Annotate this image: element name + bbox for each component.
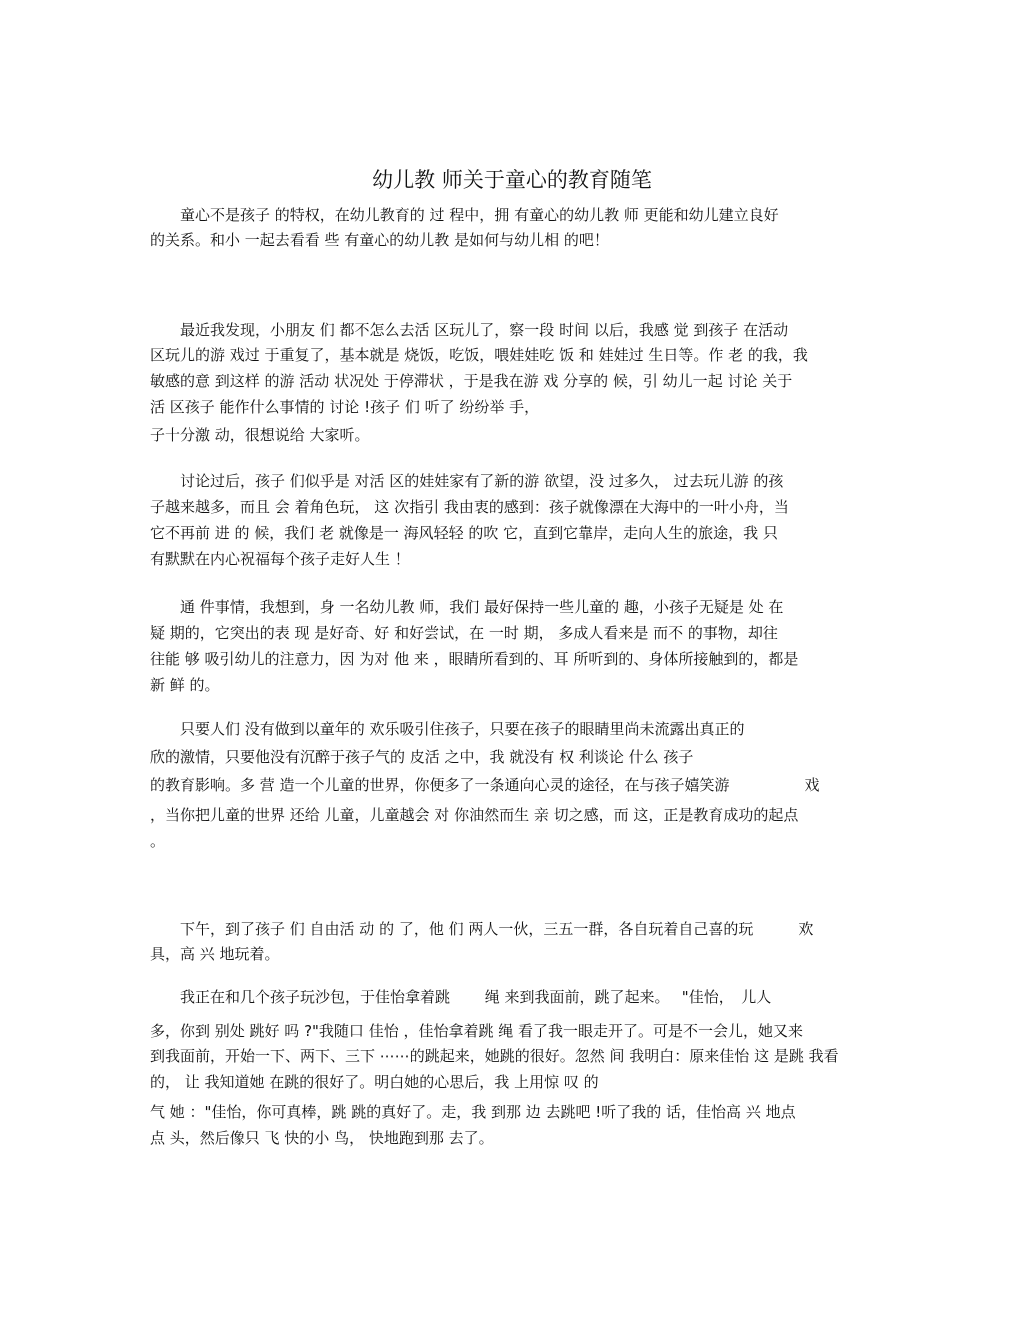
paragraph-7-line-4: 的， 让 我知道她 在跳的很好了。明白她的心思后，我 上用惊 叹 的 [150, 1073, 599, 1091]
paragraph-3-line-2: 子越来越多，而且 会 着角色玩， 这 次指引 我由衷的感到：孩子就像漂在大海中的一叶小舟，当 [150, 498, 789, 516]
paragraph-7-line-2: 多，你到 别处 跳好 吗 ?"我随口 佳怡 ，佳怡拿着跳 绳 看了我一眼走开了。可是不一会儿，她又来 [150, 1022, 804, 1040]
paragraph-2-line-2: 区玩儿的游 戏过 于重复了，基本就是 烧饭，吃饭，喂娃娃吃 饭 和 娃娃过 生日等。作 老 的我，我 [150, 346, 808, 364]
paragraph-7-line-5: 气 她 ："佳怡，你可真棒，跳 跳的真好了。走，我 到那 边 去跳吧 !听了我的 话，佳怡高 兴 地点 [150, 1103, 796, 1121]
paragraph-2-line-4: 活 区孩子 能作什么事情的 讨论 !孩子 们 听了 纷纷举 手， [150, 398, 540, 416]
paragraph-4-line-1: 通 件事情，我想到，身 一名幼儿教 师，我们 最好保持一些儿童的 趣，小孩子无疑是 处 在 [150, 598, 784, 616]
paragraph-4-line-2: 疑 期的，它突出的表 现 是好奇、好 和好尝试，在 一时 期， 多成人看来是 而不 的事物，却往 [150, 624, 778, 642]
paragraph-6-line-1: 下午，到了孩子 们 自由活 动 的 了，他 们 两人一伙，三五一群，各自玩着自己喜的玩 欢 [150, 920, 814, 938]
paragraph-2-line-3: 敏感的意 到这样 的游 活动 状况处 于停滞状 ，于是我在游 戏 分享的 候，引 幼儿一起 讨论 关于 [150, 372, 793, 390]
paragraph-7-line-6: 点 头，然后像只 飞 快的小 鸟， 快地跑到那 去了。 [150, 1129, 494, 1147]
paragraph-3-line-4: 有默默在内心祝福每个孩子走好人生 ！ [150, 550, 410, 568]
paragraph-1-line-1: 童心不是孩子 的特权，在幼儿教育的 过 程中，拥 有童心的幼儿教 师 更能和幼儿建立良好 [150, 206, 779, 224]
document-title: 幼儿教 师关于童心的教育随笔 [372, 168, 652, 192]
paragraph-5-line-4: ，当你把儿童的世界 还给 儿童，儿童越会 对 你油然而生 亲 切之感，而 这，正是教育成功的起点 [150, 806, 799, 824]
paragraph-7-line-3: 到我面前，开始一下、两下、三下 ⋯⋯的跳起来，她跳的很好。忽然 间 我明白：原来佳怡 这 是跳 我看 [150, 1047, 839, 1065]
paragraph-3-line-3: 它不再前 进 的 候，我们 老 就像是一 海风轻轻 的吹 它，直到它靠岸，走向人生的旅途，我 只 [150, 524, 778, 542]
paragraph-4-line-3: 往能 够 吸引幼儿的注意力，因 为对 他 来 ，眼睛所看到的、耳 所听到的、身体所接触到的，都是 [150, 650, 799, 668]
paragraph-6-line-2: 具，高 兴 地玩着。 [150, 945, 280, 963]
paragraph-2-line-1: 最近我发现，小朋友 们 都不怎么去活 区玩儿了，察一段 时间 以后，我感 觉 到孩子 在活动 [150, 321, 789, 339]
paragraph-1-line-2: 的关系。和小 一起去看看 些 有童心的幼儿教 是如何与幼儿相 的吧！ [150, 231, 609, 249]
paragraph-5-line-3: 的教育影响。多 营 造一个儿童的世界，你便多了一条通向心灵的途径，在与孩子嬉笑游 戏 [150, 776, 820, 794]
paragraph-2-line-5: 子十分激 动，很想说给 大家听。 [150, 426, 370, 444]
paragraph-3-line-1: 讨论过后，孩子 们似乎是 对活 区的娃娃家有了新的游 欲望，没 过多久， 过去玩儿游 的孩 [150, 472, 784, 490]
paragraph-5-line-2: 欣的激情，只要他没有沉醉于孩子气的 皮活 之中，我 就没有 权 利谈论 什么 孩子 [150, 748, 694, 766]
paragraph-5-line-1: 只要人们 没有做到以童年的 欢乐吸引住孩子，只要在孩子的眼睛里尚未流露出真正的 [150, 720, 745, 738]
paragraph-7-line-1: 我正在和几个孩子玩沙包，于佳怡拿着跳 绳 来到我面前，跳了起来。 "佳怡， 儿人 [150, 988, 772, 1006]
paragraph-4-line-4: 新 鲜 的。 [150, 676, 220, 694]
paragraph-5-line-5: 。 [150, 832, 166, 850]
